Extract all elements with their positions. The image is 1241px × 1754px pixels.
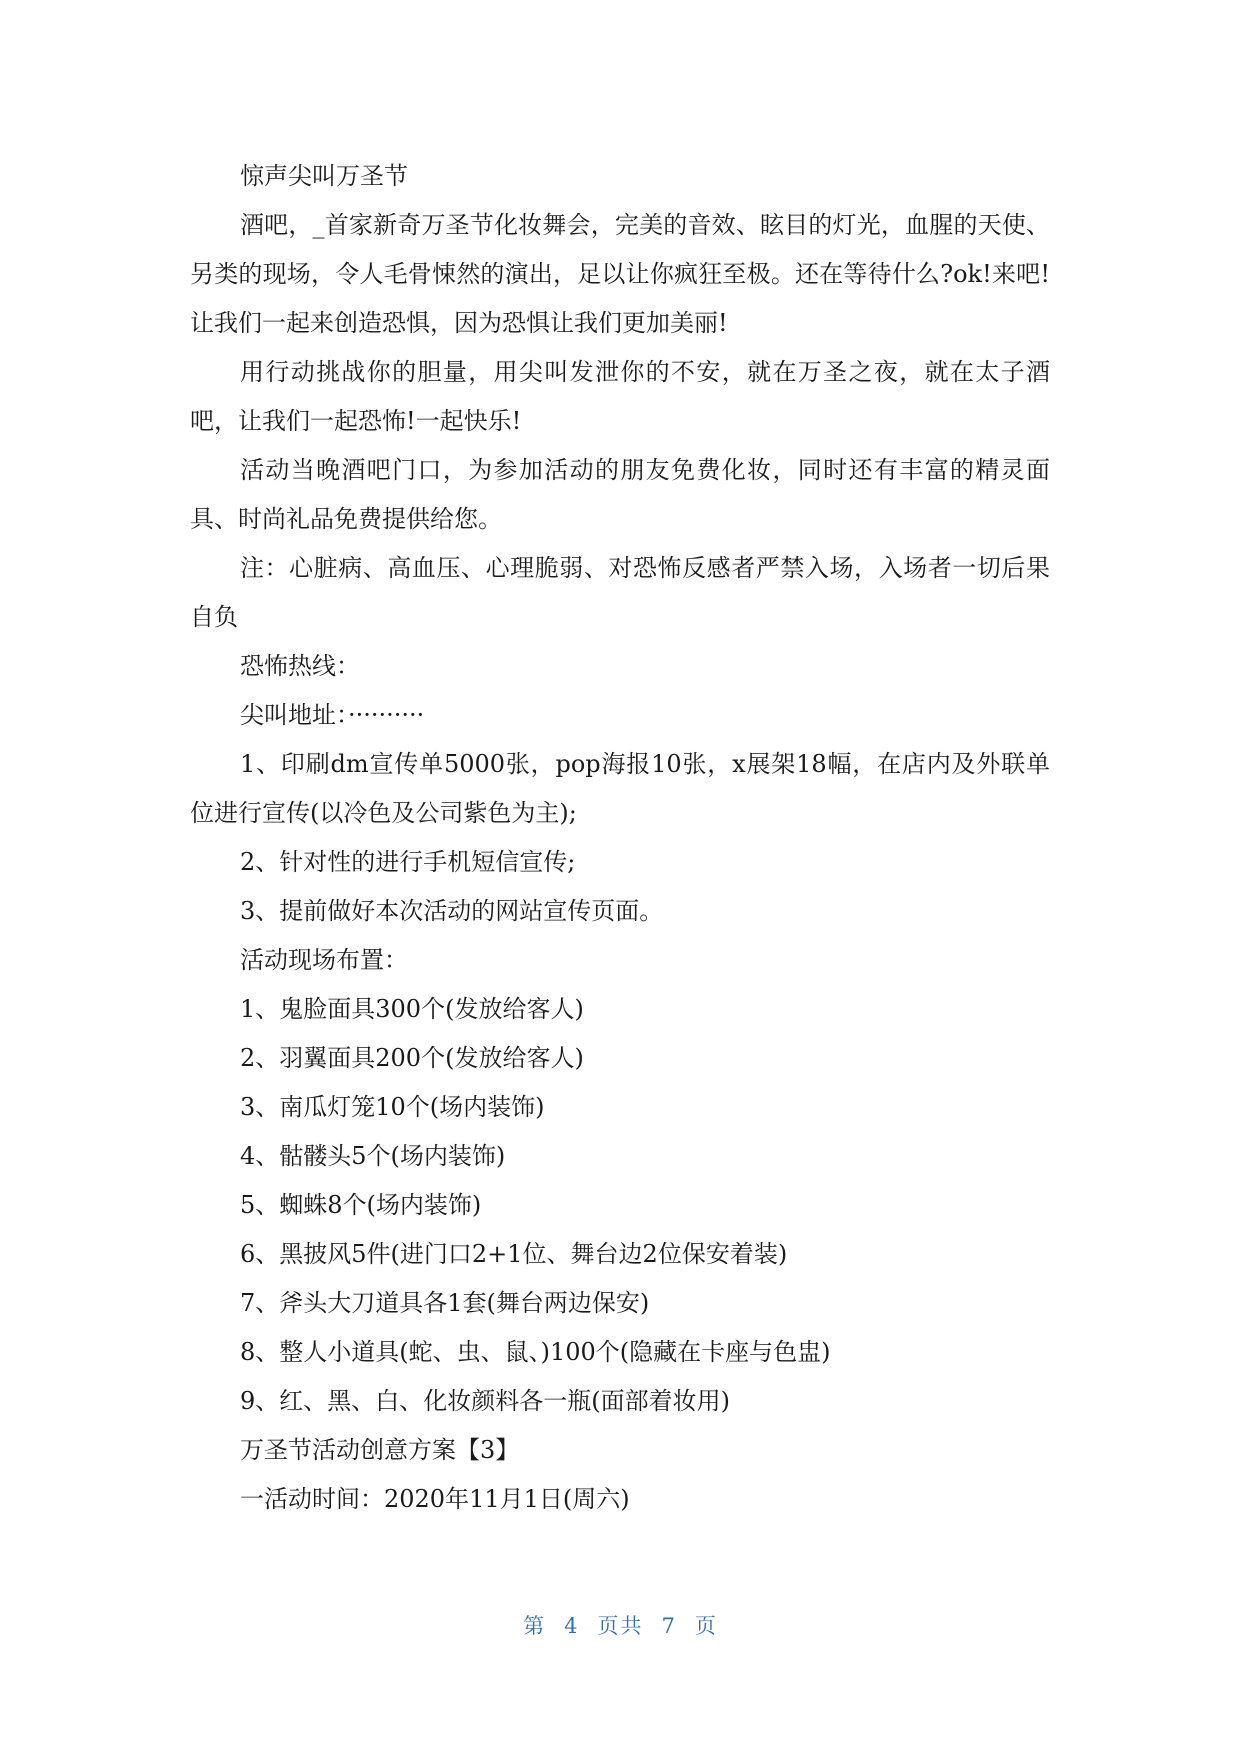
list-item: 4、骷髅头5个(场内装饰): [240, 1142, 506, 1170]
section-heading: 活动现场布置：: [240, 946, 408, 974]
footer-total-pages: 7: [661, 1614, 677, 1638]
section-heading: 万圣节活动创意方案【3】: [240, 1436, 520, 1464]
document-body: [190, 152, 1050, 1524]
list-item: 5、蜘蛛8个(场内装饰): [240, 1191, 482, 1219]
footer-prefix: 第: [523, 1614, 547, 1638]
list-item: 9、红、黑、白、化妆颜料各一瓶(面部着妆用): [240, 1387, 730, 1415]
list-item: 8、整人小道具(蛇、虫、鼠、)100个(隐藏在卡座与色盅): [240, 1338, 831, 1366]
footer-current-page: 4: [564, 1614, 580, 1638]
list-item: 2、针对性的进行手机短信宣传;: [240, 848, 576, 876]
paragraph: 用行动挑战你的胆量，用尖叫发泄你的不安，就在万圣之夜，就在太子酒吧，让我们一起恐怖!一起快乐!: [190, 358, 1050, 435]
paragraph-title: 惊声尖叫万圣节: [240, 162, 408, 190]
page-footer: [0, 1610, 1241, 1640]
paragraph-hotline: 恐怖热线：: [240, 652, 360, 680]
list-item: 1、印刷dm宣传单5000张，pop海报10张，x展架18幅，在店内及外联单位进行宣传(以冷色及公司紫色为主);: [190, 750, 1050, 827]
list-item: 2、羽翼面具200个(发放给客人): [240, 1044, 584, 1072]
paragraph-address: 尖叫地址：··········: [240, 701, 425, 729]
paragraph-event-time: 一活动时间：2020年11月1日(周六): [240, 1485, 630, 1513]
list-item: 3、提前做好本次活动的网站宣传页面。: [240, 897, 664, 925]
list-item: 1、鬼脸面具300个(发放给客人): [240, 995, 584, 1023]
footer-suffix: 页: [694, 1614, 718, 1638]
list-item: 6、黑披风5件(进门口2+1位、舞台边2位保安着装): [240, 1240, 788, 1268]
list-item: 7、斧头大刀道具各1套(舞台两边保安): [240, 1289, 650, 1317]
footer-middle: 页共: [597, 1614, 644, 1638]
paragraph-notice: 注：心脏病、高血压、心理脆弱、对恐怖反感者严禁入场，入场者一切后果自负: [190, 554, 1050, 631]
paragraph: 酒吧，_首家新奇万圣节化妆舞会，完美的音效、眩目的灯光，血腥的天使、另类的现场，令人毛骨悚然的演出，足以让你疯狂至极。还在等待什么?ok!来吧!让我们一起来创造恐惧，因为恐惧让我们更加美丽!: [190, 211, 1050, 337]
list-item: 3、南瓜灯笼10个(场内装饰): [240, 1093, 545, 1121]
paragraph: 活动当晚酒吧门口，为参加活动的朋友免费化妆，同时还有丰富的精灵面具、时尚礼品免费提供给您。: [190, 456, 1050, 533]
